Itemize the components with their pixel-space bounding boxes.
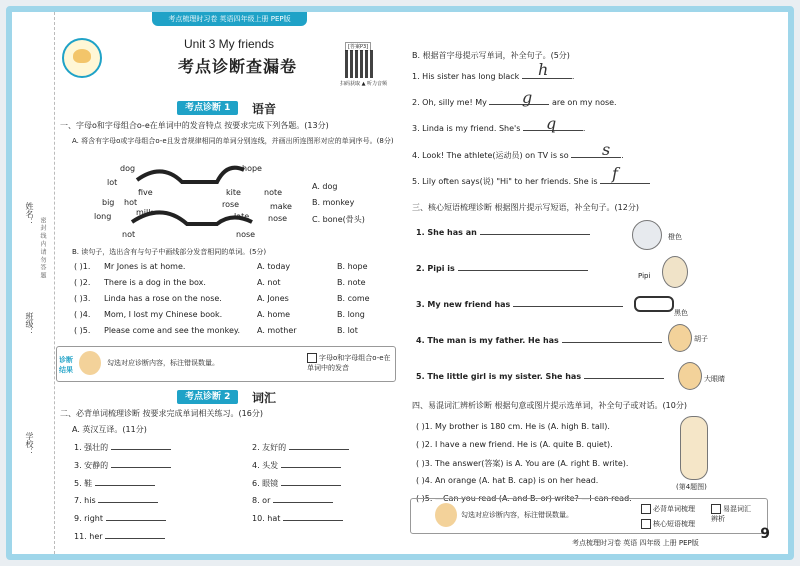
q3-item-1: 1. She has an xyxy=(416,228,590,237)
label-big-eyes: 大眼睛 xyxy=(704,375,725,383)
label-orange: 橙色 xyxy=(668,233,682,241)
q1b-sentence-2: There is a dog in the box. xyxy=(104,278,206,287)
vocab-7: 7. his xyxy=(74,496,158,505)
q1b-sentence-4: Mom, I lost my Chinese book. xyxy=(104,310,223,319)
qB-stem: B. 根据首字母提示写单词，补全句子。(5分) xyxy=(412,51,570,60)
girl-with-cap-picture xyxy=(680,416,708,480)
word-hope: hope xyxy=(242,164,262,173)
worksheet-page xyxy=(6,6,794,560)
word-milk: milk xyxy=(136,208,153,217)
word-rose: rose xyxy=(222,200,240,209)
q2a-stem: A. 英汉互译。(11分) xyxy=(72,425,147,434)
q1b-num-5: ( )5. xyxy=(74,326,91,335)
option-dog: A. dog xyxy=(312,182,338,191)
check-label: 诊断结果 xyxy=(59,356,73,374)
answer-tag: [答案P3] xyxy=(345,42,371,51)
check-opt-phrases[interactable]: 核心短语梳理 xyxy=(641,519,695,529)
diagnosis-check-box xyxy=(56,346,396,382)
kid-icon xyxy=(79,351,101,375)
qr-caption: 扫码获取 ▲ 听力音频 xyxy=(340,81,388,87)
q1b-num-1: ( )1. xyxy=(74,262,91,271)
q1b-b-1: B. hope xyxy=(337,262,368,271)
word-late: late xyxy=(234,212,250,221)
diagnosis-check-box-2 xyxy=(410,498,768,534)
q4-item-5: ( )5. —Can you read (A. and B. or) write? —I can read. xyxy=(416,494,632,503)
option-monkey: B. monkey xyxy=(312,198,355,207)
top-banner: 考点梳理时习卷 英语四年级上册 PEP版 xyxy=(152,12,307,26)
figure-caption: (第4题图) xyxy=(676,483,707,491)
name-field-label: 姓名： xyxy=(25,202,34,226)
q1b-a-5: A. mother xyxy=(257,326,297,335)
page-title: 考点诊断查漏卷 xyxy=(178,57,298,76)
check-instruction-2: 勾选对应诊断内容，标注错误数量。 xyxy=(461,511,573,519)
word-lot: lot xyxy=(107,178,118,187)
vocab-2: 2. 友好的 xyxy=(252,442,349,453)
vocab-9: 9. right xyxy=(74,514,166,523)
q2-stem: 二、必背单词梳理诊断 按要求完成单词相关练习。(16分) xyxy=(60,409,263,418)
diagnosis-1-badge: 考点诊断 1 xyxy=(177,101,238,115)
q4-item-4: ( )4. An orange (A. hat B. cap) is on her head. xyxy=(416,476,599,485)
page-number: 9 xyxy=(760,526,770,542)
vocab-5: 5. 鞋 xyxy=(74,478,155,489)
diagnosis-1-title: 语音 xyxy=(252,102,277,116)
q1b-a-3: A. Jones xyxy=(257,294,289,303)
q4-item-2: ( )2. I have a new friend. He is (A. quite B. quiet). xyxy=(416,440,613,449)
q1-stem: 一、字母o和字母组合o-e在单词中的发音特点 按要求完成下列各题。(13分) xyxy=(60,121,329,130)
word-long: long xyxy=(94,212,112,221)
father-picture xyxy=(668,324,692,352)
q1b-sentence-3: Linda has a rose on the nose. xyxy=(104,294,222,303)
q1b-stem: B. 读句子，选出含有与句子中画线部分发音相同的单词。(5分) xyxy=(72,248,267,256)
qB-item-1: 1. His sister has long black . xyxy=(412,72,575,81)
handwritten-q: q xyxy=(546,114,557,133)
check-instruction: 勾选对应诊断内容，标注错误数量。 xyxy=(107,359,219,367)
diagnosis-2-badge: 考点诊断 2 xyxy=(177,390,238,404)
word-nose-2: nose xyxy=(268,214,288,223)
diagnosis-2-title: 词汇 xyxy=(252,391,277,405)
word-nose: nose xyxy=(236,230,256,239)
vocab-6: 6. 眼镜 xyxy=(252,478,341,489)
q1b-b-2: B. note xyxy=(337,278,366,287)
vocab-1: 1. 强壮的 xyxy=(74,442,171,453)
q3-item-4: 4. The man is my father. He has xyxy=(416,336,662,345)
q3-item-3: 3. My new friend has xyxy=(416,300,623,309)
qB-item-3: 3. Linda is my friend. She's . xyxy=(412,124,586,133)
handwritten-g: g xyxy=(522,88,533,107)
word-not-left: not xyxy=(122,230,136,239)
seal-line-note: 密 封 线 内 请 勿 答 题 xyxy=(39,217,46,279)
vocab-11: 11. her xyxy=(74,532,165,541)
orange-bag-picture xyxy=(632,220,662,250)
vocab-10: 10. hat xyxy=(252,514,343,523)
label-beard: 胡子 xyxy=(694,335,708,343)
check-option-1[interactable] xyxy=(307,353,393,373)
checkbox-icon[interactable] xyxy=(307,353,317,363)
q1b-a-1: A. today xyxy=(257,262,291,271)
check-option-1-label: 字母o和字母组合o-e在单词中的发音 xyxy=(307,354,391,372)
check-opt-confusing[interactable]: 易混词汇辨析 xyxy=(711,505,751,523)
vocab-3: 3. 安静的 xyxy=(74,460,171,471)
q4-item-1: ( )1. My brother is 180 cm. He is (A. high B. tall). xyxy=(416,422,610,431)
footer-text: 考点梳理时习卷 英语 四年级 上册 PEP版 xyxy=(572,539,699,547)
school-field-label: 学校： xyxy=(25,432,34,456)
word-make: make xyxy=(270,202,292,211)
label-pipi: Pipi xyxy=(638,272,651,280)
checkbox-icon[interactable] xyxy=(711,504,721,514)
q1b-b-3: B. come xyxy=(337,294,370,303)
q4-item-3: ( )3. The answer(答案) is A. You are (A. right B. write). xyxy=(416,459,629,468)
glasses-picture xyxy=(634,296,674,312)
handwritten-h: h xyxy=(538,60,549,79)
check-opt-vocab[interactable]: 必背单词梳理 xyxy=(641,504,695,514)
q1b-num-4: ( )4. xyxy=(74,310,91,319)
unit-title: Unit 3 My friends xyxy=(184,37,275,51)
q1b-b-5: B. lot xyxy=(337,326,358,335)
q3-stem: 三、核心短语梳理诊断 根据图片提示写短语，补全句子。(12分) xyxy=(412,203,639,212)
q1b-sentence-5: Please come and see the monkey. xyxy=(104,326,241,335)
kid-icon-2 xyxy=(435,503,457,527)
qB-item-5: 5. Lily often says(说) "Hi" to her friends. She is xyxy=(412,176,650,187)
word-kite: kite xyxy=(226,188,241,197)
q3-item-5: 5. The little girl is my sister. She has xyxy=(416,372,664,381)
q4-stem: 四、易混词汇辨析诊断 根据句意或图片提示选单词，补全句子或对话。(10分) xyxy=(412,401,687,410)
word-note: note xyxy=(264,188,283,197)
word-big: big xyxy=(102,198,115,207)
qB-item-4: 4. Look! The athlete(运动员) on TV is so . xyxy=(412,151,624,160)
dog-picture xyxy=(662,256,688,288)
sister-picture xyxy=(678,362,702,390)
q3-item-2: 2. Pipi is xyxy=(416,264,588,273)
label-black: 黑色 xyxy=(674,309,688,317)
qB-item-2: 2. Oh, silly me! My are on my nose. xyxy=(412,98,617,107)
word-dog: dog xyxy=(120,164,136,173)
vocab-4: 4. 头发 xyxy=(252,460,341,471)
checkbox-icon[interactable] xyxy=(641,504,651,514)
option-bone: C. bone(骨头) xyxy=(312,215,365,224)
q1b-a-4: A. home xyxy=(257,310,291,319)
checkbox-icon[interactable] xyxy=(641,519,651,529)
q1b-num-3: ( )3. xyxy=(74,294,91,303)
handwritten-s: s xyxy=(602,140,611,159)
handwritten-f: f xyxy=(612,164,618,183)
q1a-stem: A. 将含有字母o或字母组合o-e且发音规律相同的单词分别连线，并画出所连图形对应的单词序号。(8分) xyxy=(72,137,394,145)
word-hot: hot xyxy=(124,198,138,207)
class-field-label: 班级： xyxy=(25,312,34,336)
q1b-b-4: B. long xyxy=(337,310,365,319)
vocab-8: 8. or xyxy=(252,496,333,505)
q1b-num-2: ( )2. xyxy=(74,278,91,287)
word-five: five xyxy=(138,188,153,197)
q1b-sentence-1: Mr Jones is at home. xyxy=(104,262,186,271)
q1b-a-2: A. not xyxy=(257,278,281,287)
